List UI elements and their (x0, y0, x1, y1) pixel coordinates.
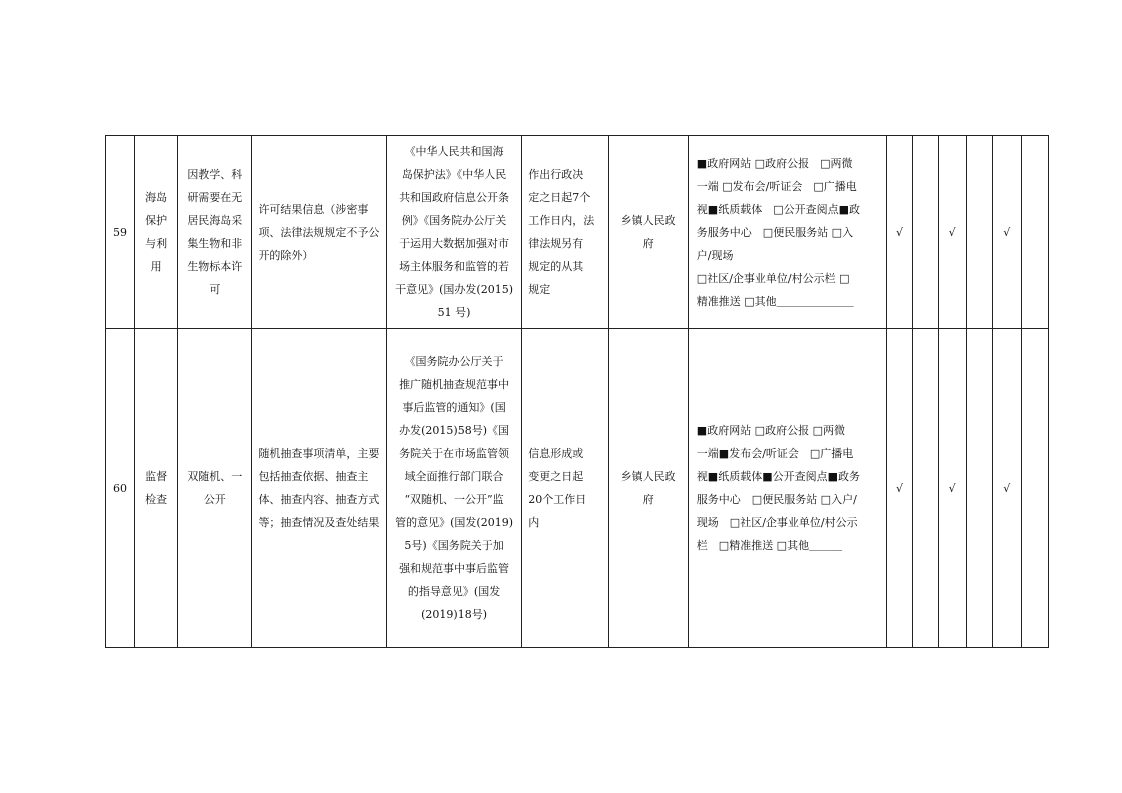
check-cell: √ (992, 329, 1021, 648)
check-cell (966, 136, 992, 329)
table-row (106, 329, 1049, 648)
check-cell (912, 136, 938, 329)
check-cell (1021, 136, 1048, 329)
category-cell: 海岛 保护 与利 用 (135, 136, 178, 329)
time-limit-cell: 信息形成或 变更之日起 20个工作日 内 (522, 329, 608, 648)
check-cell (912, 329, 938, 648)
subject-cell: 乡镇人民政 府 (608, 136, 688, 329)
disclosure-table (105, 135, 1049, 648)
check-cell: √ (887, 136, 912, 329)
content-cell: 许可结果信息（涉密事项、法律法规规定不予公开的除外） (252, 136, 386, 329)
row-number: 60 (106, 329, 135, 648)
check-cell (966, 329, 992, 648)
basis-cell: 《中华人民共和国海 岛保护法》《中华人民 共和国政府信息公开条 例》《国务院办公厅关 于运用大数据加强对市 场主体服务和监管的若 干意见》(国办发(2015) 51 号) (386, 136, 521, 329)
row-number: 59 (106, 136, 135, 329)
item-cell: 因教学、科 研需要在无 居民海岛采 集生物和非 生物标本许 可 (178, 136, 252, 329)
item-cell: 双随机、一 公开 (178, 329, 252, 648)
channels-cell: ■政府网站 □政府公报 □两微 一端■发布会/听证会 □广播电 视■纸质载体■公开查阅点■政务 服务中心 □便民服务站 □入户/ 现场 □社区/企事业单位/村公示 栏 □精准推送 □其他＿＿＿ (688, 329, 887, 648)
check-cell: √ (938, 329, 966, 648)
check-cell: √ (938, 136, 966, 329)
basis-cell: 《国务院办公厅关于 推广随机抽查规范事中 事后监管的通知》(国 办发(2015)58号)《国 务院关于在市场监管领 域全面推行部门联合 “双随机、一公开”监 管的意见》(国发(2019) 5号)《国务院关于加 强和规范事中事后监管 的指导意见》(国发 (2019)18号) (386, 329, 521, 648)
content-cell: 随机抽查事项清单，主要包括抽查依据、抽查主体、抽查内容、抽查方式等；抽查情况及查处结果 (252, 329, 386, 648)
channels-cell: ■政府网站 □政府公报 □两微 一端 □发布会/听证会 □广播电 视■纸质载体 □公开查阅点■政 务服务中心 □便民服务站 □入 户/现场 □社区/企事业单位/村公示栏 □ 精准推送 □其他＿＿＿＿＿＿＿ (688, 136, 887, 329)
subject-cell: 乡镇人民政 府 (608, 329, 688, 648)
check-cell: √ (992, 136, 1021, 329)
category-cell: 监督 检查 (135, 329, 178, 648)
time-limit-cell: 作出行政决 定之日起7个 工作日内，法 律法规另有 规定的从其 规定 (522, 136, 608, 329)
check-cell: √ (887, 329, 912, 648)
table-row (106, 136, 1049, 329)
check-cell (1021, 329, 1048, 648)
